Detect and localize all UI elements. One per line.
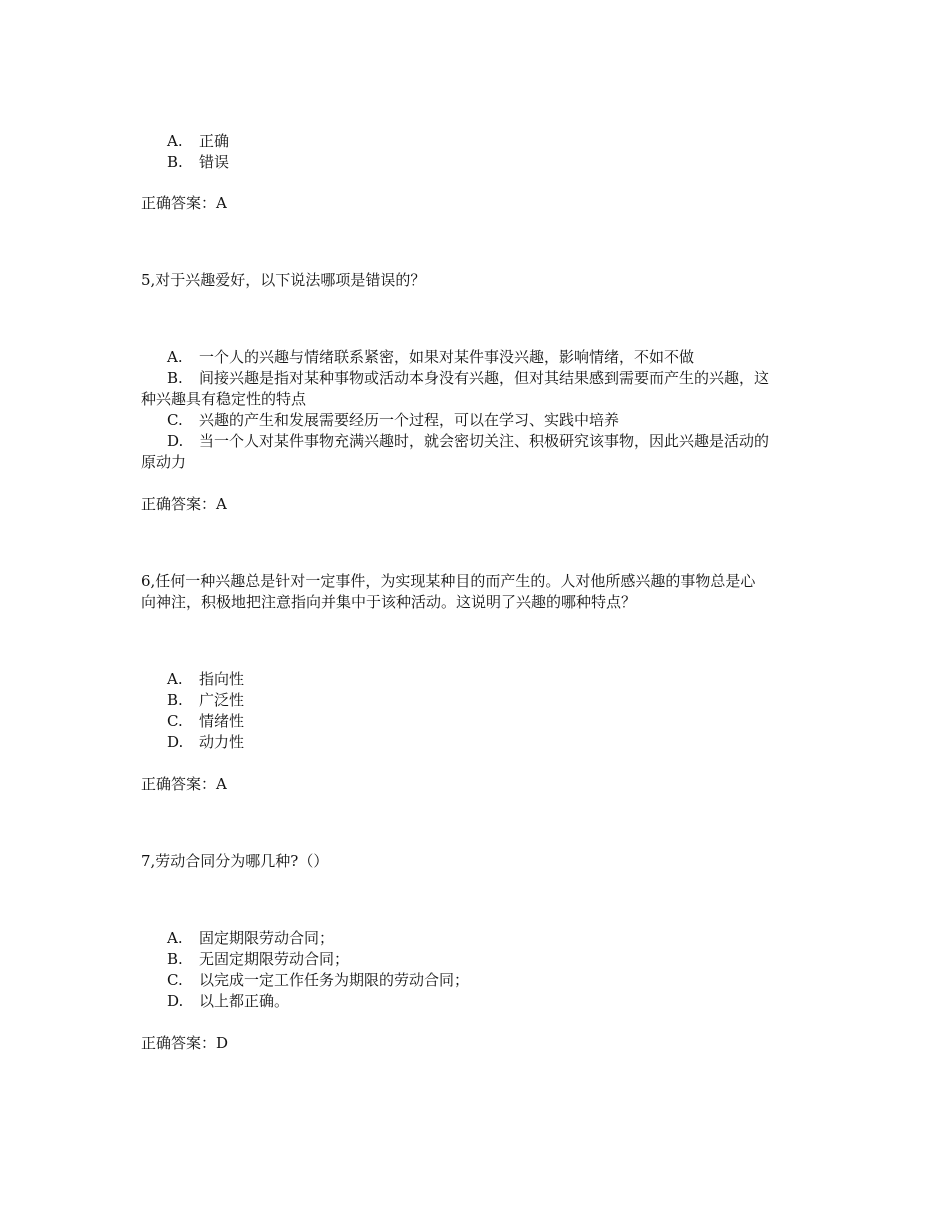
q6-question-line-2: 向神注，积极地把注意指向并集中于该种活动。这说明了兴趣的哪种特点？: [141, 593, 637, 611]
q5-option-d-continued: 原动力: [141, 453, 187, 471]
q4-answer: 正确答案：A: [141, 194, 227, 212]
option-text: 以上都正确。: [199, 992, 290, 1010]
option-letter: A.: [167, 132, 183, 150]
option-letter: D.: [167, 733, 184, 751]
q7-option-b: [141, 949, 821, 970]
option-text: 兴趣的产生和发展需要经历一个过程，可以在学习、实践中培养: [199, 411, 620, 429]
option-text: 以完成一定工作任务为期限的劳动合同；: [199, 971, 470, 989]
q7-answer: 正确答案：D: [141, 1034, 229, 1052]
option-letter: A.: [167, 670, 183, 688]
option-text: 指向性: [199, 670, 245, 688]
option-text: 无固定期限劳动合同；: [199, 950, 350, 968]
option-text: 广泛性: [199, 691, 245, 709]
q5-option-b: [141, 368, 821, 389]
q6-option-a: [141, 669, 821, 690]
option-letter: C.: [167, 712, 183, 730]
option-letter: D.: [167, 432, 184, 450]
option-letter: B.: [167, 691, 183, 709]
option-text: 固定期限劳动合同；: [199, 929, 335, 947]
q6-option-d: [141, 732, 821, 753]
q6-option-b: [141, 690, 821, 711]
option-letter: B.: [167, 153, 183, 171]
q4-option-a: [141, 131, 821, 152]
q7-option-a: [141, 928, 821, 949]
q5-answer: 正确答案：A: [141, 495, 227, 513]
option-text: 动力性: [199, 733, 245, 751]
q7-question: 7,劳动合同分为哪几种?（）: [141, 852, 329, 870]
option-letter: B.: [167, 369, 183, 387]
q5-option-c: [141, 410, 821, 431]
q7-option-d: [141, 991, 821, 1012]
option-text: 情绪性: [199, 712, 245, 730]
q6-question-line-1: 6,任何一种兴趣总是针对一定事件，为实现某种目的而产生的。人对他所感兴趣的事物总是心: [141, 572, 756, 590]
option-text: 错误: [199, 153, 230, 171]
option-text: 一个人的兴趣与情绪联系紧密，如果对某件事没兴趣，影响情绪，不如不做: [199, 348, 695, 366]
option-text: 间接兴趣是指对某种事物或活动本身没有兴趣，但对其结果感到需要而产生的兴趣，这: [199, 369, 770, 387]
q7-option-c: [141, 970, 821, 991]
q4-option-b: [141, 152, 821, 173]
q5-option-a: [141, 347, 821, 368]
option-text: 正确: [199, 132, 230, 150]
option-letter: A.: [167, 348, 183, 366]
option-letter: D.: [167, 992, 184, 1010]
option-letter: C.: [167, 411, 183, 429]
option-text: 当一个人对某件事物充满兴趣时，就会密切关注、积极研究该事物，因此兴趣是活动的: [199, 432, 770, 450]
option-letter: B.: [167, 950, 183, 968]
q6-option-c: [141, 711, 821, 732]
q5-question: 5,对于兴趣爱好，以下说法哪项是错误的？: [141, 271, 426, 289]
q5-option-b-continued: 种兴趣具有稳定性的特点: [141, 390, 307, 408]
option-letter: A.: [167, 929, 183, 947]
q6-answer: 正确答案：A: [141, 775, 227, 793]
option-letter: C.: [167, 971, 183, 989]
q5-option-d: [141, 431, 821, 452]
